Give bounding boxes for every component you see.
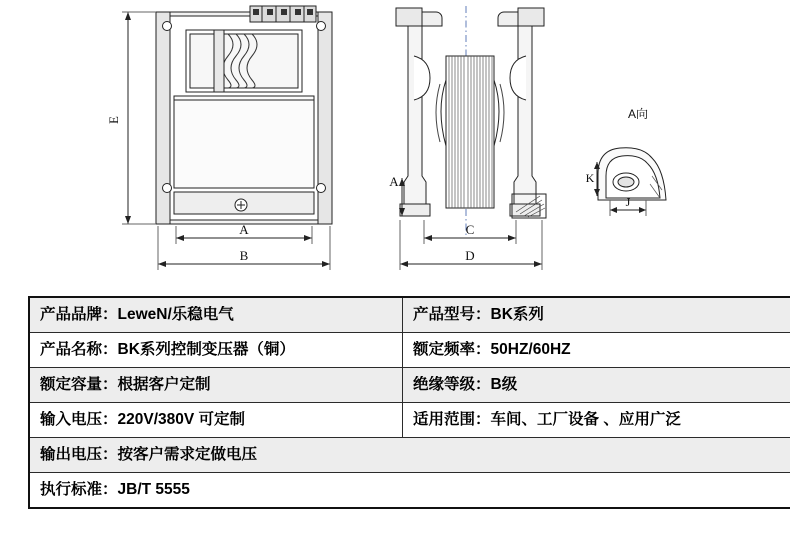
spec-value-output-voltage: 按客户需求定做电压 — [117, 445, 258, 463]
spec-cell-name — [29, 333, 403, 368]
spec-cell-standard — [29, 473, 790, 509]
dimension-label-C-side: C — [465, 222, 475, 237]
spec-label-name: 产品名称： — [40, 340, 118, 358]
table-row — [29, 368, 790, 403]
table-row — [29, 297, 790, 333]
table-row — [29, 403, 790, 438]
dimension-label-B-front: B — [239, 248, 249, 263]
spec-label-input-voltage: 输入电压： — [40, 410, 118, 428]
spec-label-standard: 执行标准： — [40, 480, 118, 498]
spec-cell-model — [403, 297, 790, 333]
spec-value-input-voltage: 220V/380V 可定制 — [117, 410, 246, 428]
spec-cell-application — [403, 403, 790, 438]
spec-cell-capacity — [29, 368, 403, 403]
spec-cell-brand — [29, 297, 403, 333]
spec-label-model: 产品型号： — [413, 305, 491, 323]
spec-value-name: BK系列控制变压器（铜） — [117, 340, 295, 358]
spec-label-brand: 产品品牌： — [40, 305, 118, 323]
spec-label-insulation: 绝缘等级： — [413, 375, 491, 393]
detail-view-title: A向 — [627, 107, 649, 121]
spec-value-brand: LeweN/乐稳电气 — [117, 305, 234, 323]
dimension-label-D-side: D — [465, 248, 475, 263]
spec-cell-input-voltage — [29, 403, 403, 438]
table-row — [29, 333, 790, 368]
spec-value-insulation: B级 — [490, 375, 518, 393]
spec-value-application: 车间、工厂设备 、应用广泛 — [490, 410, 681, 428]
spec-label-application: 适用范围： — [413, 410, 491, 428]
spec-label-frequency: 额定频率： — [413, 340, 491, 358]
spec-cell-frequency — [403, 333, 790, 368]
spec-value-capacity: 根据客户定制 — [117, 375, 211, 393]
dimension-label-A-side: A — [389, 174, 399, 189]
spec-value-standard: JB/T 5555 — [117, 480, 190, 498]
dimension-label-A-front: A — [239, 222, 249, 237]
spec-cell-insulation — [403, 368, 790, 403]
spec-cell-output-voltage — [29, 438, 790, 473]
dimension-label-E-front: E — [106, 116, 121, 124]
product-spec-table — [28, 296, 790, 509]
spec-value-frequency: 50HZ/60HZ — [490, 340, 571, 358]
dimension-label-J-detail: J — [625, 195, 631, 209]
spec-value-model: BK系列 — [490, 305, 544, 323]
table-row — [29, 438, 790, 473]
dimension-label-K-detail: K — [585, 171, 595, 185]
table-row — [29, 473, 790, 509]
spec-label-capacity: 额定容量： — [40, 375, 118, 393]
spec-label-output-voltage: 输出电压： — [40, 445, 118, 463]
